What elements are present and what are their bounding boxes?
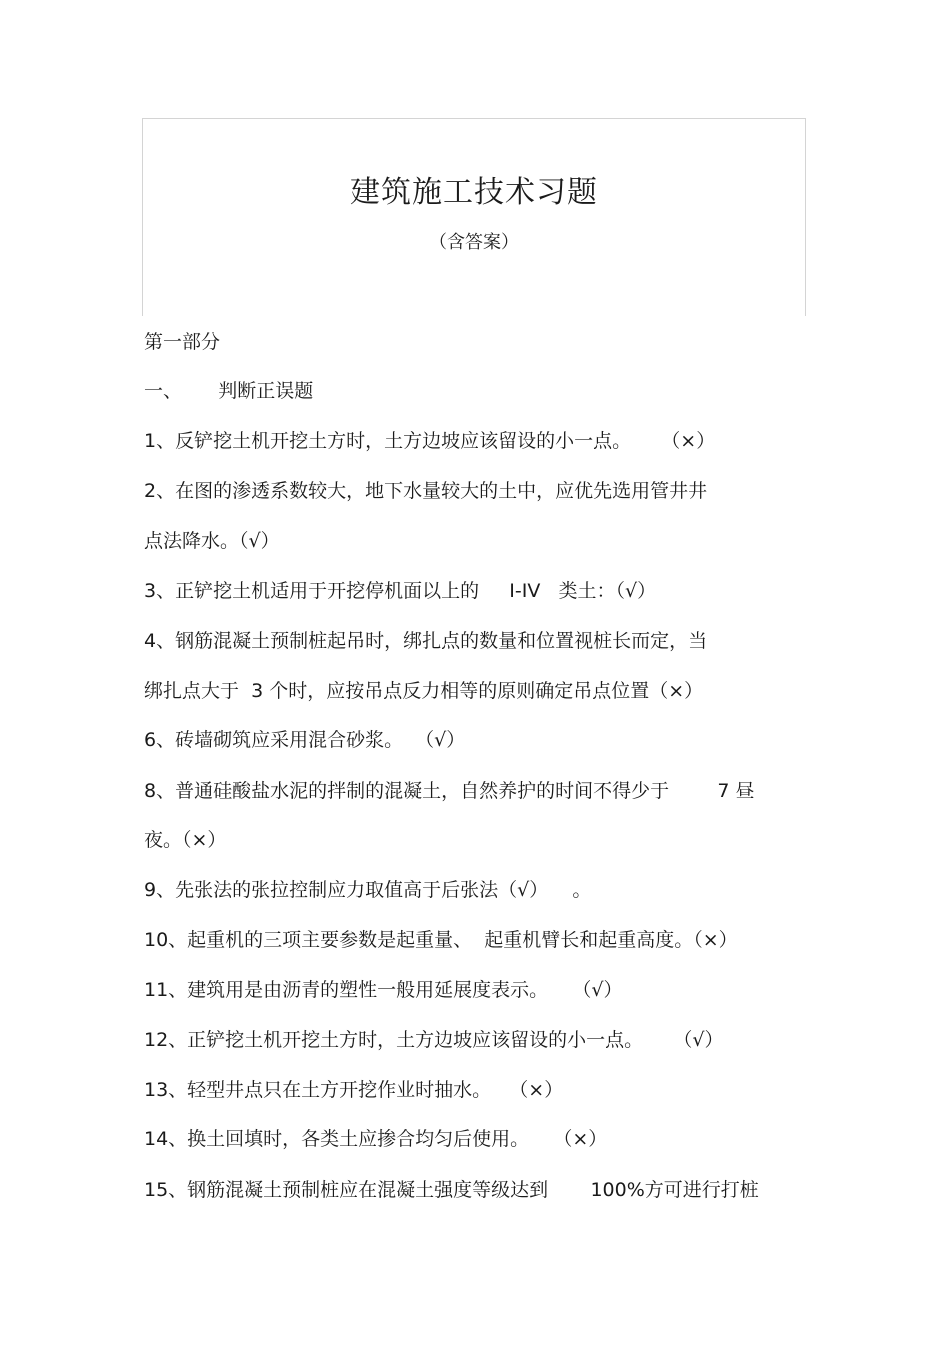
- question-line: 11、建筑用是由沥青的塑性一般用延展度表示。 （√）: [144, 979, 623, 1001]
- question-line: 8、普通硅酸盐水泥的拌制的混凝土，自然养护的时间不得少于 7 昼: [144, 780, 755, 802]
- document-title: 建筑施工技术习题: [350, 175, 598, 210]
- document-subtitle: （含答案）: [429, 232, 519, 253]
- part-heading: 第一部分: [144, 331, 221, 353]
- question-line: 3、正铲挖土机适用于开挖停机面以上的 I-IV 类土：（√）: [144, 580, 657, 602]
- section-heading: 一、 判断正误题: [144, 380, 314, 402]
- question-line: 10、起重机的三项主要参数是起重量、 起重机臂长和起重高度。（×）: [144, 929, 738, 951]
- question-line: 1、反铲挖土机开挖土方时，土方边坡应该留设的小一点。 （×）: [144, 430, 716, 452]
- question-line: 2、在图的渗透系数较大，地下水量较大的土中，应优先选用管井井: [144, 480, 708, 502]
- question-line: 点法降水。（√）: [144, 530, 280, 552]
- question-line: 4、钢筋混凝土预制桩起吊时，绑扎点的数量和位置视桩长而定，当: [144, 630, 708, 652]
- question-line: 13、轻型井点只在土方开挖作业时抽水。 （×）: [144, 1079, 564, 1101]
- question-line: 夜。（×）: [144, 829, 227, 851]
- question-line: 绑扎点大于 3 个时，应按吊点反力相等的原则确定吊点位置（×）: [144, 680, 704, 702]
- question-line: 6、砖墙砌筑应采用混合砂浆。 （√）: [144, 729, 466, 751]
- question-line: 12、正铲挖土机开挖土方时，土方边坡应该留设的小一点。 （√）: [144, 1029, 724, 1051]
- question-line: 9、先张法的张拉控制应力取值高于后张法（√） 。: [144, 879, 592, 901]
- title-box: [142, 118, 806, 316]
- question-line: 15、钢筋混凝土预制桩应在混凝土强度等级达到 100%方可进行打桩: [144, 1179, 759, 1201]
- question-line: 14、换土回填时，各类土应掺合均匀后使用。 （×）: [144, 1128, 608, 1150]
